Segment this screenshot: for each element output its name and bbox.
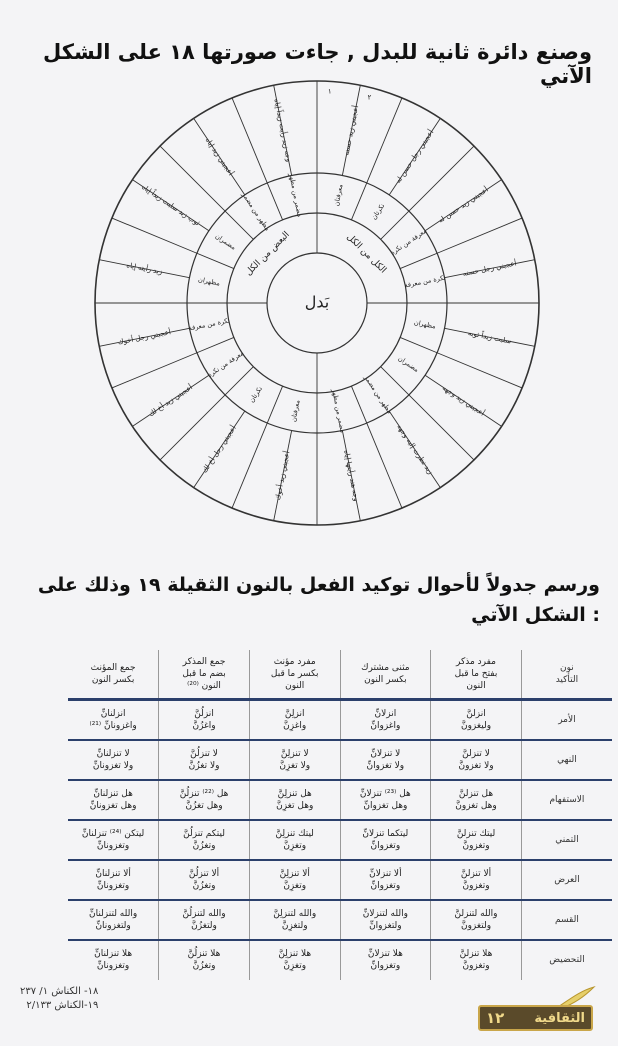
- column-header: مثنى مشترك بكسر النون: [340, 650, 431, 700]
- wheel-ring3-label: أعجبني زيد وجهه: [440, 383, 486, 418]
- table-caption-heading-continued: : الشكل الآتي: [471, 604, 600, 626]
- wheel-ring1-label: البعض من الكل: [243, 229, 292, 278]
- wheel-ring2-label: معرفتان: [289, 399, 302, 423]
- table-cell: والله لتنزلِنَّ ولتغزِنَّ: [249, 900, 340, 940]
- wheel-ring2-label: مظهران: [197, 275, 221, 288]
- table-header-row: [68, 650, 612, 700]
- table-cell: ليتكما تنزلانِّ وتغزوانِّ: [340, 820, 431, 860]
- column-header: مفرد مؤنث بكسر ما قبل النون: [249, 650, 340, 700]
- wheel-divider: [437, 218, 522, 253]
- wheel-ring2-label: مظهران: [413, 318, 437, 331]
- wheel-divider: [197, 337, 234, 352]
- wheel-ring2-label: معرفة من نكرة: [388, 226, 429, 257]
- wheel-divider: [112, 218, 197, 253]
- table-row: [68, 860, 612, 900]
- wheel-ring3-label: أعجبني رجل حسن له: [394, 128, 436, 185]
- wheel-ring3-label: أعجبني زيد حسنه: [342, 104, 361, 156]
- table-cell: ألا تنزلنانِّ وتغزونانِّ: [68, 860, 159, 900]
- emphatic-nun-table: [68, 650, 612, 980]
- table-row: [68, 820, 612, 860]
- wheel-divider: [232, 423, 267, 508]
- row-header: النهي: [521, 740, 612, 780]
- wheel-ring2-label: مضمر من مظهر: [287, 172, 304, 218]
- table-cell: لا تنزلنانِّ ولا تغزونانِّ: [68, 740, 159, 780]
- table-cell: هل ⁽²²⁾ تنزلُنَّ وهل تغزُنَّ: [159, 780, 250, 820]
- wheel-divider: [225, 211, 253, 239]
- table-row: [68, 940, 612, 980]
- wheel-divider: [381, 367, 409, 395]
- table-cell: والله لتنزلنانِّ ولتغزونانِّ: [68, 900, 159, 940]
- table-cell: هل تنزلنَّ وهل تغزونَّ: [431, 780, 522, 820]
- wheel-divider: [351, 183, 366, 220]
- wheel-center-label: بَدل: [304, 292, 330, 312]
- wheel-divider: [351, 386, 366, 423]
- wheel-ring2-label: مضمران: [396, 354, 421, 374]
- figure-caption-heading: وصنع دائرة ثانية للبدل , جاءت صورتها ١٨ على الشكل الآتي: [43, 40, 592, 88]
- wheel-ring2-label: نكرة من معرفة: [187, 316, 231, 333]
- wheel-divider: [400, 253, 437, 268]
- table-cell: والله لتنزلانِّ ولتغزوانِّ: [340, 900, 431, 940]
- table-cell: ليتكم تنزلُنَّ وتغزُنَّ: [159, 820, 250, 860]
- wheel-ring2-label: نكرتان: [247, 384, 265, 404]
- table-row: [68, 700, 612, 740]
- table-cell: هلا تنزلُنَّ وتغزُنَّ: [159, 940, 250, 980]
- table-cell: انزلنَّ وليغزونَّ: [431, 700, 522, 740]
- wheel-ring3-label: أعجبني رجل حسنه: [462, 259, 518, 278]
- footnotes: [20, 985, 98, 1013]
- table-cell: انزلانِّ واغزوانِّ: [340, 700, 431, 740]
- table-cell: ليتك تنزلنَّ وتغزونَّ: [431, 820, 522, 860]
- table-caption-heading: ورسم جدولاً لأحوال توكيد الفعل بالنون الثقيلة ١٩ وذلك على: [37, 574, 600, 596]
- row-header: الأمر: [558, 714, 576, 725]
- badal-circle-diagram: [92, 78, 542, 528]
- table-cell: لا تنزلِنَّ ولا تغزِنَّ: [249, 740, 340, 780]
- table-row: [68, 780, 612, 820]
- table-cell: ألا تنزلنَّ وتغزونَّ: [431, 860, 522, 900]
- wheel-ring3-label: أعجبني زيد حسن له: [436, 185, 490, 225]
- row-header: الاستفهام: [521, 780, 612, 820]
- table-cell: هل تنزلِنَّ وهل تغزِنَّ: [249, 780, 340, 820]
- wheel-ring2-label: نكرتان: [369, 202, 387, 222]
- table-cell: لا تنزلنَّ ولا تغزونَّ: [431, 740, 522, 780]
- table-cell: انزلُنَّ واغزُنَّ: [159, 700, 250, 740]
- wheel-ring3-label: وجه هند رأيتها إياه: [342, 449, 361, 502]
- wheel-ring2-label: معرفتان: [332, 183, 345, 207]
- wheel-ring2-label: مضمر من مظهر: [330, 388, 347, 434]
- table-cell: هل تنزلنانِّ وهل تغزونانِّ: [68, 780, 159, 820]
- row-header: التحضيض: [521, 940, 612, 980]
- table-cell: هلا تنزلِنَّ وتغزِنَّ: [249, 940, 340, 980]
- wheel-divider: [225, 367, 253, 395]
- row-header: العرض: [521, 860, 612, 900]
- wheel-mark: ٢: [367, 93, 372, 102]
- wheel-ring3-label: زيد نظرت إليه وجهه: [395, 422, 435, 476]
- column-header: مفرد مذكر بفتح ما قبل النون: [431, 650, 522, 700]
- wheel-ring2-label: معرفة من نكرة: [205, 349, 246, 380]
- table-cell: انزلنانِّ واغزونانِّ ⁽²¹⁾: [68, 700, 159, 740]
- wheel-ring1-label: الكل من الكل: [344, 232, 388, 276]
- wheel-ring3-label: وجه زيد رأيت زيداً إياه: [272, 98, 293, 163]
- table-row: [68, 740, 612, 780]
- table-cell: انزلِنَّ واغزِنَّ: [249, 700, 340, 740]
- wheel-divider: [381, 211, 409, 239]
- table-cell: هل ⁽²³⁾ تنزلانِّ وهل تغزوانِّ: [340, 780, 431, 820]
- wheel-ring2-label: مضمران: [213, 232, 238, 252]
- table-cell: لا تنزلُنَّ ولا تغزُنَّ: [159, 740, 250, 780]
- table-row: [68, 900, 612, 940]
- wheel-mark: ١: [327, 87, 332, 96]
- wheel-ring3-label: ثوب زيد سلبت زيداً إياه: [140, 183, 202, 228]
- page-badge: [478, 1005, 593, 1031]
- wheel-ring3-label: أعجبني زيد أخ لك: [147, 383, 195, 419]
- table-cell: ألا تنزلُنَّ وتغزُنَّ: [159, 860, 250, 900]
- wheel-ring3-label: أعجبني زيد إياه: [203, 136, 235, 178]
- wheel-ring3-label: أعجبني زيد أخوك: [273, 450, 292, 501]
- table-cell: والله لتنزلُنَّ ولتغزُنَّ: [159, 900, 250, 940]
- wheel-divider: [232, 98, 267, 183]
- table-cell: هلا تنزلنَّ وتغزونَّ: [431, 940, 522, 980]
- wheel-divider: [400, 337, 437, 352]
- footnote: ١٨- الكناش ١/ ٢٣٧: [20, 986, 99, 997]
- magazine-name: الثقافية: [534, 1010, 585, 1026]
- wheel-ring2-label: مظهر من مضمر: [240, 190, 272, 233]
- wheel-ring3-label: سلبت زيداً ثوبه: [467, 329, 512, 346]
- table-corner-cell: نون التأكيد: [521, 650, 612, 700]
- column-header: جمع المؤنث بكسر النون: [68, 650, 159, 700]
- wheel-ring3-label: أعجبني رجل أخ لك: [200, 424, 238, 475]
- table-cell: ليتك تنزلِنَّ وتغزِنَّ: [249, 820, 340, 860]
- wheel-divider: [197, 253, 234, 268]
- table-cell: هلا تنزلنانِّ وتغزونانِّ: [68, 940, 159, 980]
- table-cell: ألا تنزلِنَّ وتغزِنَّ: [249, 860, 340, 900]
- row-header: التمني: [521, 820, 612, 860]
- table-cell: لا تنزلانِّ ولا تغزوانِّ: [340, 740, 431, 780]
- wheel-divider: [112, 353, 197, 388]
- table-cell: ألا تنزلانِّ وتغزوانِّ: [340, 860, 431, 900]
- footnote: ١٩-الكناش ٢/١٣٣: [26, 1000, 99, 1011]
- wheel-ring3-label: زيد رأيته إياه: [125, 261, 163, 277]
- wheel-divider: [367, 98, 402, 183]
- table-cell: هلا تنزلانِّ وتغزوانِّ: [340, 940, 431, 980]
- column-header: جمع المذكر بضم ما قبل النون ⁽²⁰⁾: [159, 650, 250, 700]
- table-cell: والله لتنزلنَّ ولتغزونَّ: [431, 900, 522, 940]
- wheel-ring3-label: أعجبني رجل أخوك: [117, 328, 172, 347]
- row-header: القسم: [521, 900, 612, 940]
- wheel-divider: [437, 353, 522, 388]
- wheel-ring2-label: نكرة من معرفة: [403, 273, 447, 290]
- page-number: ١٢: [486, 1009, 505, 1027]
- wheel-ring2-label: مظهر من مضمر: [362, 373, 394, 416]
- wheel-divider: [267, 386, 282, 423]
- wheel-divider: [267, 183, 282, 220]
- wheel-divider: [367, 423, 402, 508]
- table-cell: ليتكن ⁽²⁴⁾ تنزلنانِّ وتغزونانِّ: [68, 820, 159, 860]
